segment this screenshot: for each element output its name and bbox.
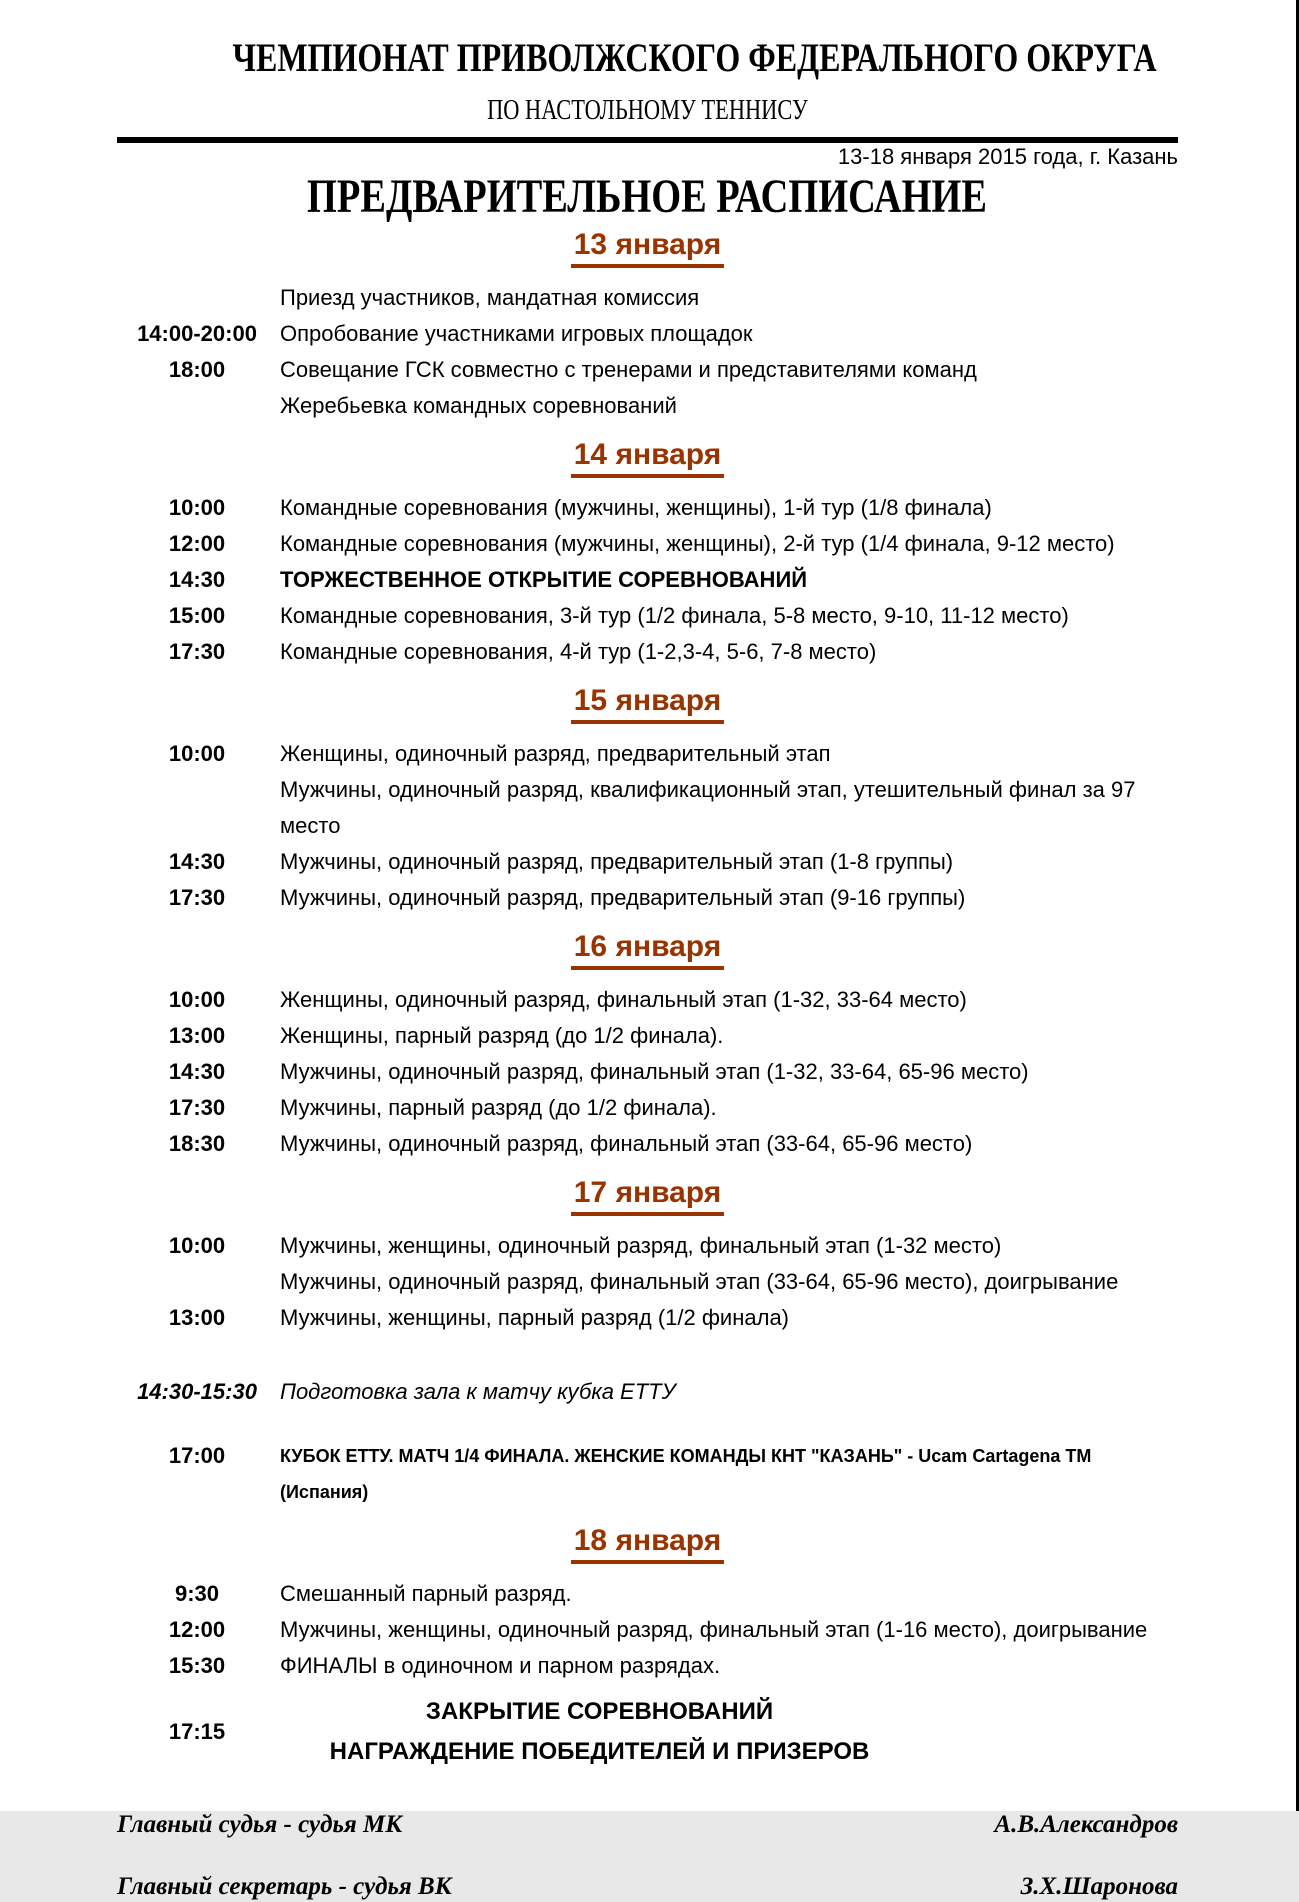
event-time: 10:00: [168, 987, 226, 1013]
event-time: 9:30: [174, 1581, 220, 1607]
document-subtitle-text: ПО НАСТОЛЬНОМУ ТЕННИСУ: [487, 95, 808, 126]
event-description: Командные соревнования (мужчины, женщины), 1-й тур (1/8 финала): [280, 495, 992, 521]
event-description: Мужчины, женщины, одиночный разряд, финальный этап (1-32 место): [280, 1233, 1002, 1259]
event-description: Мужчины, одиночный разряд, финальный этап (33-64, 65-96 место), доигрывание: [280, 1269, 1119, 1295]
event-time: 10:00: [168, 741, 226, 767]
schedule-row: [117, 880, 1178, 916]
vertical-spacer: [117, 1336, 1178, 1374]
schedule-row: [117, 388, 1178, 424]
event-description: Мужчины, одиночный разряд, предварительный этап (9-16 группы): [280, 885, 966, 911]
event-time: 14:30: [168, 567, 226, 593]
event-description: Мужчины, одиночный разряд, предварительный этап (1-8 группы): [280, 849, 954, 875]
event-time: 14:30: [168, 1059, 226, 1085]
document-content: [117, 36, 1178, 1902]
schedule-row: [117, 1648, 1178, 1684]
event-description: Командные соревнования, 3-й тур (1/2 финала, 5-8 место, 9-10, 11-12 место): [280, 603, 1069, 629]
event-time: 17:15: [168, 1719, 226, 1745]
event-time: 15:00: [168, 603, 226, 629]
event-time: 10:00: [168, 1233, 226, 1259]
closing-line-1: ЗАКРЫТИЕ СОРЕВНОВАНИЙ: [425, 1698, 774, 1726]
event-description: Совещание ГСК совместно с тренерами и представителями команд: [280, 357, 977, 383]
document-subtitle: [117, 96, 1178, 127]
schedule-row-opening-ceremony: [117, 562, 1178, 598]
event-time: 12:00: [168, 1617, 226, 1643]
event-description: Женщины, одиночный разряд, финальный этап (1-32, 33-64 место): [280, 987, 967, 1013]
event-time: 17:30: [168, 1095, 226, 1121]
schedule-row: [117, 598, 1178, 634]
day-section-header: [117, 228, 1178, 268]
signature-row: [117, 1872, 1178, 1902]
schedule-row: [117, 772, 1178, 844]
event-description: Командные соревнования, 4-й тур (1-2,3-4, 5-6, 7-8 место): [280, 639, 877, 665]
event-description: Мужчины, парный разряд (до 1/2 финала).: [280, 1095, 717, 1121]
event-time: 13:00: [168, 1023, 226, 1049]
event-time: 13:00: [168, 1305, 226, 1331]
schedule-row: [117, 1576, 1178, 1612]
closing-line-2: НАГРАЖДЕНИЕ ПОБЕДИТЕЛЕЙ И ПРИЗЕРОВ: [329, 1738, 870, 1766]
date-location: 13-18 января 2015 года, г. Казань: [837, 143, 1178, 169]
day-section-header: [117, 1176, 1178, 1216]
vertical-spacer: [117, 1410, 1178, 1438]
event-description: Женщины, одиночный разряд, предварительный этап: [280, 741, 831, 767]
signatures-block: [117, 1810, 1178, 1902]
event-description: ФИНАЛЫ в одиночном и парном разрядах.: [280, 1653, 721, 1679]
day-heading: 13 января: [571, 228, 725, 268]
event-description: Женщины, парный разряд (до 1/2 финала).: [280, 1023, 724, 1049]
event-description: Мужчины, одиночный разряд, финальный этап (33-64, 65-96 место): [280, 1131, 973, 1157]
event-description: Подготовка зала к матчу кубка ЕТТУ: [280, 1379, 676, 1405]
day-section-header: [117, 438, 1178, 478]
schedule-row: [117, 280, 1178, 316]
event-description: Мужчины, женщины, одиночный разряд, финальный этап (1-16 место), доигрывание: [280, 1617, 1148, 1643]
event-time: 14:00-20:00: [137, 321, 257, 347]
schedule-row: [117, 1126, 1178, 1162]
schedule-row: [117, 1090, 1178, 1126]
signature-role: Главный секретарь - судья ВК: [117, 1873, 452, 1901]
event-time: 18:30: [168, 1131, 226, 1157]
schedule-row: [117, 982, 1178, 1018]
schedule-row: [117, 316, 1178, 352]
schedule-row: [117, 526, 1178, 562]
horizontal-rule: [117, 137, 1178, 143]
schedule-row-hall-preparation: [117, 1374, 1178, 1410]
signature-name: З.Х.Шаронова: [1020, 1873, 1178, 1901]
schedule-row: [117, 352, 1178, 388]
signature-row: [117, 1810, 1178, 1840]
schedule-row: [117, 634, 1178, 670]
day-heading: 17 января: [571, 1176, 725, 1216]
event-description: Смешанный парный разряд.: [280, 1581, 572, 1607]
day-heading: 16 января: [571, 930, 725, 970]
day-heading: 15 января: [571, 684, 725, 724]
schedule-title: [117, 169, 1178, 223]
event-description: Приезд участников, мандатная комиссия: [280, 285, 700, 311]
schedule-row: [117, 1018, 1178, 1054]
day-section-header: [117, 684, 1178, 724]
schedule-row: [117, 490, 1178, 526]
day-heading: 18 января: [571, 1524, 725, 1564]
day-section-header: [117, 1524, 1178, 1564]
event-time: 10:00: [168, 495, 226, 521]
event-description: Мужчины, женщины, парный разряд (1/2 финала): [280, 1305, 790, 1331]
closing-ceremony-block: [117, 1692, 1178, 1772]
schedule-row-ettu-cup: [117, 1438, 1178, 1510]
event-description: Командные соревнования (мужчины, женщины), 2-й тур (1/4 финала, 9-12 место): [280, 531, 1115, 557]
signature-role: Главный судья - судья МК: [117, 1811, 403, 1839]
schedule-row: [117, 844, 1178, 880]
document-title: [117, 36, 1178, 80]
event-time: 15:30: [168, 1653, 226, 1679]
event-description: Мужчины, одиночный разряд, квалификационный этап, утешительный финал за 97 место: [280, 777, 1136, 839]
closing-ceremony-lines: [277, 1692, 922, 1772]
event-time: 14:30: [168, 849, 226, 875]
schedule-row: [117, 736, 1178, 772]
event-description: КУБОК ЕТТУ. МАТЧ 1/4 ФИНАЛА. ЖЕНСКИЕ КОМАНДЫ КНТ "КАЗАНЬ" - Ucam Cartagena TM (Испания): [280, 1446, 1092, 1503]
schedule-row: [117, 1300, 1178, 1336]
event-time: 18:00: [168, 357, 226, 383]
event-description: Опробование участниками игровых площадок: [280, 321, 753, 347]
event-description: ТОРЖЕСТВЕННОЕ ОТКРЫТИЕ СОРЕВНОВАНИЙ: [280, 567, 808, 593]
event-time: 14:30-15:30: [137, 1379, 257, 1405]
day-section-header: [117, 930, 1178, 970]
event-description: Мужчины, одиночный разряд, финальный этап (1-32, 33-64, 65-96 место): [280, 1059, 1029, 1085]
event-time: 17:30: [168, 885, 226, 911]
schedule-row: [117, 1612, 1178, 1648]
schedule-row: [117, 1264, 1178, 1300]
schedule-row: [117, 1054, 1178, 1090]
schedule-row: [117, 1228, 1178, 1264]
signature-name: А.В.Александров: [994, 1811, 1178, 1839]
event-description: Жеребьевка командных соревнований: [280, 393, 677, 419]
event-time: 12:00: [168, 531, 226, 557]
event-time: 17:00: [168, 1443, 226, 1469]
schedule-title-text: ПРЕДВАРИТЕЛЬНОЕ РАСПИСАНИЕ: [307, 169, 988, 223]
document-title-text: ЧЕМПИОНАТ ПРИВОЛЖСКОГО ФЕДЕРАЛЬНОГО ОКРУГА: [232, 35, 1157, 80]
day-heading: 14 января: [571, 438, 725, 478]
event-time: 17:30: [168, 639, 226, 665]
